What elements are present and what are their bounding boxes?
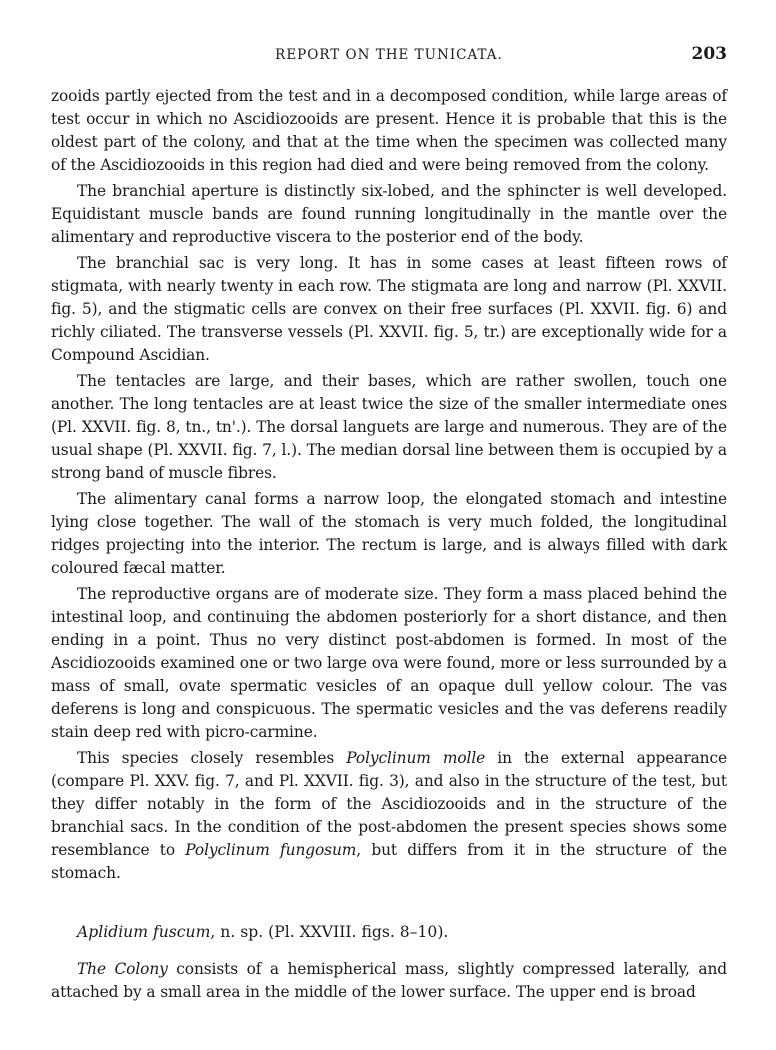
paragraph-branchial-sac: The branchial sac is very long. It has in some cases at least fifteen rows of stigmata, with nearly twenty in each row. The stigmata are long and narrow (Pl. XXVII. fig. 5), and the stigmatic cells are convex on their free surfaces (Pl. XXVII. fig. 6) and richly ciliated. The transverse vessels (Pl. XXVII. fig. 5, tr.) are exceptionally wide for a Compound Ascidian.: [51, 254, 727, 364]
colony-text: consists of a hemispherical mass, slightly compressed laterally, and attached by a small area in the middle of the lower surface. The upper end is broad: [51, 960, 728, 1001]
comparison-text-a: This species closely resembles: [77, 749, 347, 767]
page: [51, 0, 728, 1001]
colony-lead: The Colony: [77, 960, 168, 978]
species-name-polyclinum-fungosum: Polyclinum fungosum: [185, 841, 357, 859]
comparison-text-c: , but differs from it in the structure of the stomach.: [51, 841, 727, 882]
species-name-polyclinum-molle: Polyclinum molle: [346, 749, 486, 767]
paragraph-branchial-aperture: The branchial aperture is distinctly six-lobed, and the sphincter is well developed. Equidistant muscle bands are found running longitudinally in the mantle over the alimentary and reproductive viscera to the posterior end of the body.: [51, 182, 727, 246]
species-heading-name: Aplidium fuscum: [77, 923, 211, 941]
comparison-text-b: in the external appearance (compare Pl. XXV. fig. 7, and Pl. XXVII. fig. 3), and also in the structure of the test, but they differ notably in the form of the Ascidiozooids and in the structure of the branchial sacs. In the condition of the post-abdomen the present species shows some resemblance to: [51, 749, 727, 859]
running-head: REPORT ON THE TUNICATA.: [275, 47, 503, 63]
page-number: 203: [691, 44, 727, 64]
page-header: [51, 0, 727, 64]
paragraph-alimentary-canal: The alimentary canal forms a narrow loop, the elongated stomach and intestine lying close together. The wall of the stomach is very much folded, the longitudinal ridges projecting into the interior. The rectum is large, and is always filled with dark coloured fæcal matter.: [51, 490, 727, 577]
paragraph-comparison: [51, 747, 727, 885]
species-heading: [51, 921, 727, 944]
paragraph-tentacles: The tentacles are large, and their bases, which are rather swollen, touch one another. The long tentacles are at least twice the size of the smaller intermediate ones (Pl. XXVII. fig. 8, tn., tn'.). The dorsal languets are large and numerous. They are of the usual shape (Pl. XXVII. fig. 7, l.). The median dorsal line between them is occupied by a strong band of muscle fibres.: [51, 372, 727, 482]
paragraph-colony: [51, 958, 727, 1004]
body-text: [51, 85, 727, 1004]
species-heading-rest: , n. sp. (Pl. XXVIII. figs. 8–10).: [210, 923, 449, 941]
paragraph-reproductive-organs: The reproductive organs are of moderate size. They form a mass placed behind the intestinal loop, and continuing the abdomen posteriorly for a short distance, and then ending in a point. Thus no very distinct post-abdomen is formed. In most of the Ascidiozooids examined one or two large ova were found, more or less surrounded by a mass of small, ovate spermatic vesicles of an opaque dull yellow colour. The vas deferens is long and conspicuous. The spermatic vesicles and the vas deferens readily stain deep red with picro-carmine.: [51, 585, 727, 741]
paragraph-continued: zooids partly ejected from the test and in a decomposed condition, while large areas of test occur in which no Ascidiozooids are present. Hence it is probable that this is the oldest part of the colony, and that at the time when the specimen was collected many of the Ascidiozooids in this region had died and were being removed from the colony.: [51, 87, 727, 174]
